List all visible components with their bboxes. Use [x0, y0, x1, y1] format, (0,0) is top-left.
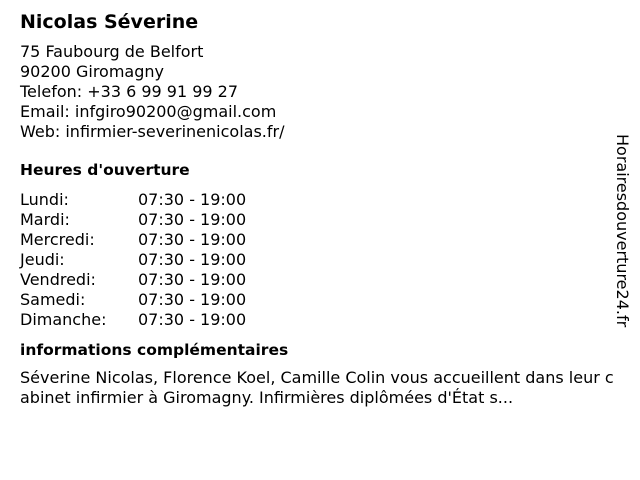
opening-hours-heading: Heures d'ouverture [20, 161, 190, 179]
business-details [20, 9, 620, 408]
hours-time: 07:30 - 19:00 [138, 210, 247, 229]
hours-day: Samedi: [20, 290, 86, 309]
hours-row-friday [20, 270, 620, 290]
business-name: Nicolas Séverine [20, 11, 199, 33]
phone-line: Telefon: +33 6 99 91 99 27 [20, 82, 239, 101]
hours-day: Vendredi: [20, 270, 96, 289]
hours-time: 07:30 - 19:00 [138, 230, 247, 249]
additional-info-heading: informations complémentaires [20, 341, 289, 359]
hours-time: 07:30 - 19:00 [138, 310, 247, 329]
hours-row-saturday [20, 290, 620, 310]
hours-day: Dimanche: [20, 310, 107, 329]
watermark-text: Horairesdouverture24.fr [613, 134, 632, 328]
hours-time: 07:30 - 19:00 [138, 270, 247, 289]
hours-time: 07:30 - 19:00 [138, 290, 247, 309]
hours-row-sunday [20, 310, 620, 330]
hours-row-thursday [20, 250, 620, 270]
hours-day: Mardi: [20, 210, 70, 229]
hours-row-tuesday [20, 210, 620, 230]
additional-info-text: Séverine Nicolas, Florence Koel, Camille Colin vous accueillent dans leur cabinet infirmier à Giromagny. Infirmières diplômées d'État s... [20, 368, 614, 407]
hours-day: Lundi: [20, 190, 69, 209]
website-line: Web: infirmier-severinenicolas.fr/ [20, 122, 285, 141]
hours-time: 07:30 - 19:00 [138, 250, 247, 269]
hours-time: 07:30 - 19:00 [138, 190, 247, 209]
hours-row-monday [20, 190, 620, 210]
email-line: Email: infgiro90200@gmail.com [20, 102, 277, 121]
address-city: 90200 Giromagny [20, 62, 164, 81]
hours-row-wednesday [20, 230, 620, 250]
opening-hours-list [20, 190, 620, 330]
hours-day: Jeudi: [20, 250, 65, 269]
hours-day: Mercredi: [20, 230, 95, 249]
address-street: 75 Faubourg de Belfort [20, 42, 204, 61]
